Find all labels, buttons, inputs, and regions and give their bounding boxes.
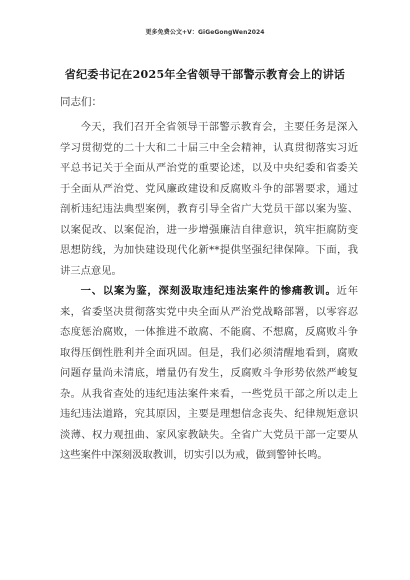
- paragraph-intro: [60, 117, 358, 281]
- page-title: 省纪委书记在2025年全省领导干部警示教育会上的讲话: [64, 68, 346, 81]
- section-heading: 一、以案为鉴，深刻汲取违纪违法案件的惨痛教训。: [80, 285, 337, 297]
- header-note: 更多免费公文+V：GiGeGongWen2024: [145, 29, 265, 36]
- salutation: 同志们：: [60, 96, 102, 108]
- document-body: [60, 117, 358, 466]
- paragraph-text: 今天，我们召开全省领导干部警示教育会，主要任务是深入学习贯彻党的二十大和二十届三中全会精神，认真贯彻落实习近平总书记关于全面从严治党的重要论述，以及中央纪委和省委关于全面从严治党、党风廉政建设和反腐败斗争的部署要求，通过剖析违纪违法典型案例，教育引导全省广大党员干部以案为鉴、以案促改、以案促治，进一步增强廉洁自律意识，筑牢拒腐防变思想防线，为加快建设现代化新**提供坚强纪律保障。下面，我讲三点意见。: [60, 121, 358, 277]
- paragraph-section-1: [60, 281, 358, 466]
- paragraph-text: 近年来，省委坚决贯彻落实党中央全面从严治党战略部署，以零容忍态度惩治腐败，一体推进不敢腐、不能腐、不想腐，反腐败斗争取得压倒性胜利并全面巩固。但是，我们必须清醒地看到，腐败问题存量尚未清底，增量仍有发生，反腐败斗争形势依然严峻复杂。从我省查处的违纪违法案件来看，一些党员干部之所以走上违纪违法道路，究其原因，主要是理想信念丧失、纪律规矩意识淡薄、权力观扭曲、家风家教缺失。全省广大党员干部一定要从这些案件中深刻汲取教训，切实引以为戒，做到警钟长鸣。: [60, 285, 359, 461]
